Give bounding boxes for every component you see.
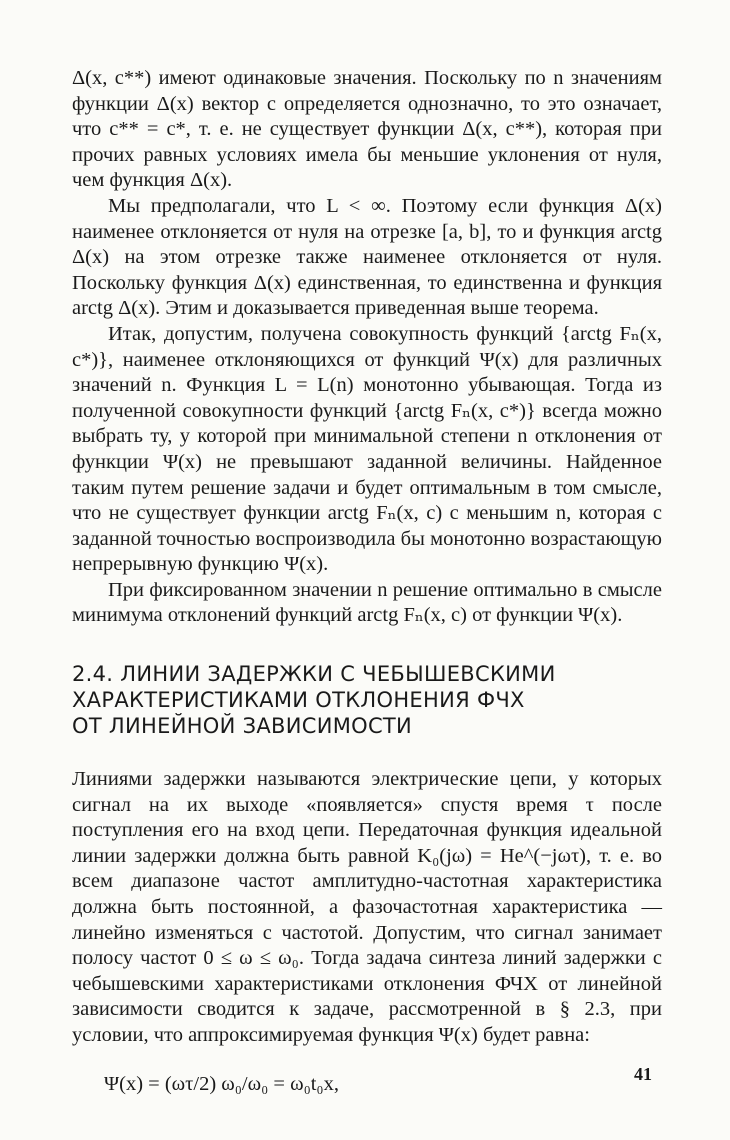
section-heading-line-2: ХАРАКТЕРИСТИКАМИ ОТКЛОНЕНИЯ ФЧХ	[72, 688, 525, 713]
section-heading-line-3: ОТ ЛИНЕЙНОЙ ЗАВИСИМОСТИ	[72, 714, 413, 739]
paragraph-3: Итак, допустим, получена совокупность функций {arctg Fₙ(x, c*)}, наименее отклоняющихся от функций Ψ(x) для различных значений n. Функция L = L(n) монотонно убывающая. Тогда из полученной совокупности функций {arctg Fₙ(x, c*)} всегда можно выбрать ту, у которой при минимальной степени n отклонения от функции Ψ(x) не превышают заданной величины. Найденное таким путем решение задачи и будет оптимальным в том смысле, что не существует функции arctg Fₙ(x, c) с меньшим n, которая с заданной точностью воспроизводила бы монотонно возрастающую непрерывную функцию Ψ(x).	[72, 322, 662, 576]
section-heading-line-1: 2.4. ЛИНИИ ЗАДЕРЖКИ С ЧЕБЫШЕВСКИМИ	[72, 662, 556, 687]
paragraph-1: Δ(x, c**) имеют одинаковые значения. Поскольку по n значениям функции Δ(x) вектор с определяется однозначно, то это означает, что c** = c*, т. е. не существует функции Δ(x, c**), которая при прочих равных условиях имела бы меньшие уклонения от нуля, чем функция Δ(x).	[72, 67, 662, 192]
section-paragraph: Линиями задержки называются электрические цепи, у которых сигнал на их выходе «появляется» спустя время τ после поступления его на вход цепи. Передаточная функция идеальной линии задержки должна быть равной K₀(jω) = He^(−jωτ), т. е. во всем диапазоне частот амплитудно-частотная характеристика должна быть постоянной, а фазочастотная характеристика — линейно изменяться с частотой. Допустим, что сигнал занимает полосу частот 0 ≤ ω ≤ ω₀. Тогда задача синтеза линий задержки с чебышевскими характеристиками отклонения ФЧХ от линейной зависимости сводится к задаче, рассмотренной в § 2.3, при условии, что аппроксимируемая функция Ψ(x) будет равна:	[72, 768, 662, 1046]
page-content	[72, 66, 662, 1097]
paragraph-2: Мы предполагали, что L < ∞. Поэтому если функция Δ(x) наименее отклоняется от нуля на отрезке [a, b], то и функция arctg Δ(x) на этом отрезке также наименее отклоняется от нуля. Поскольку функция Δ(x) единственная, то единственна и функция arctg Δ(x). Этим и доказывается приведенная выше теорема.	[72, 194, 662, 320]
paragraph-4: При фиксированном значении n решение оптимально в смысле минимума отклонений функций arctg Fₙ(x, c) от функции Ψ(x).	[72, 578, 662, 627]
section-heading	[72, 661, 662, 739]
page-number: 41	[634, 1064, 652, 1084]
formula: Ψ(x) = (ωτ/2) ω₀/ω₀ = ω₀t₀x,	[104, 1072, 339, 1095]
